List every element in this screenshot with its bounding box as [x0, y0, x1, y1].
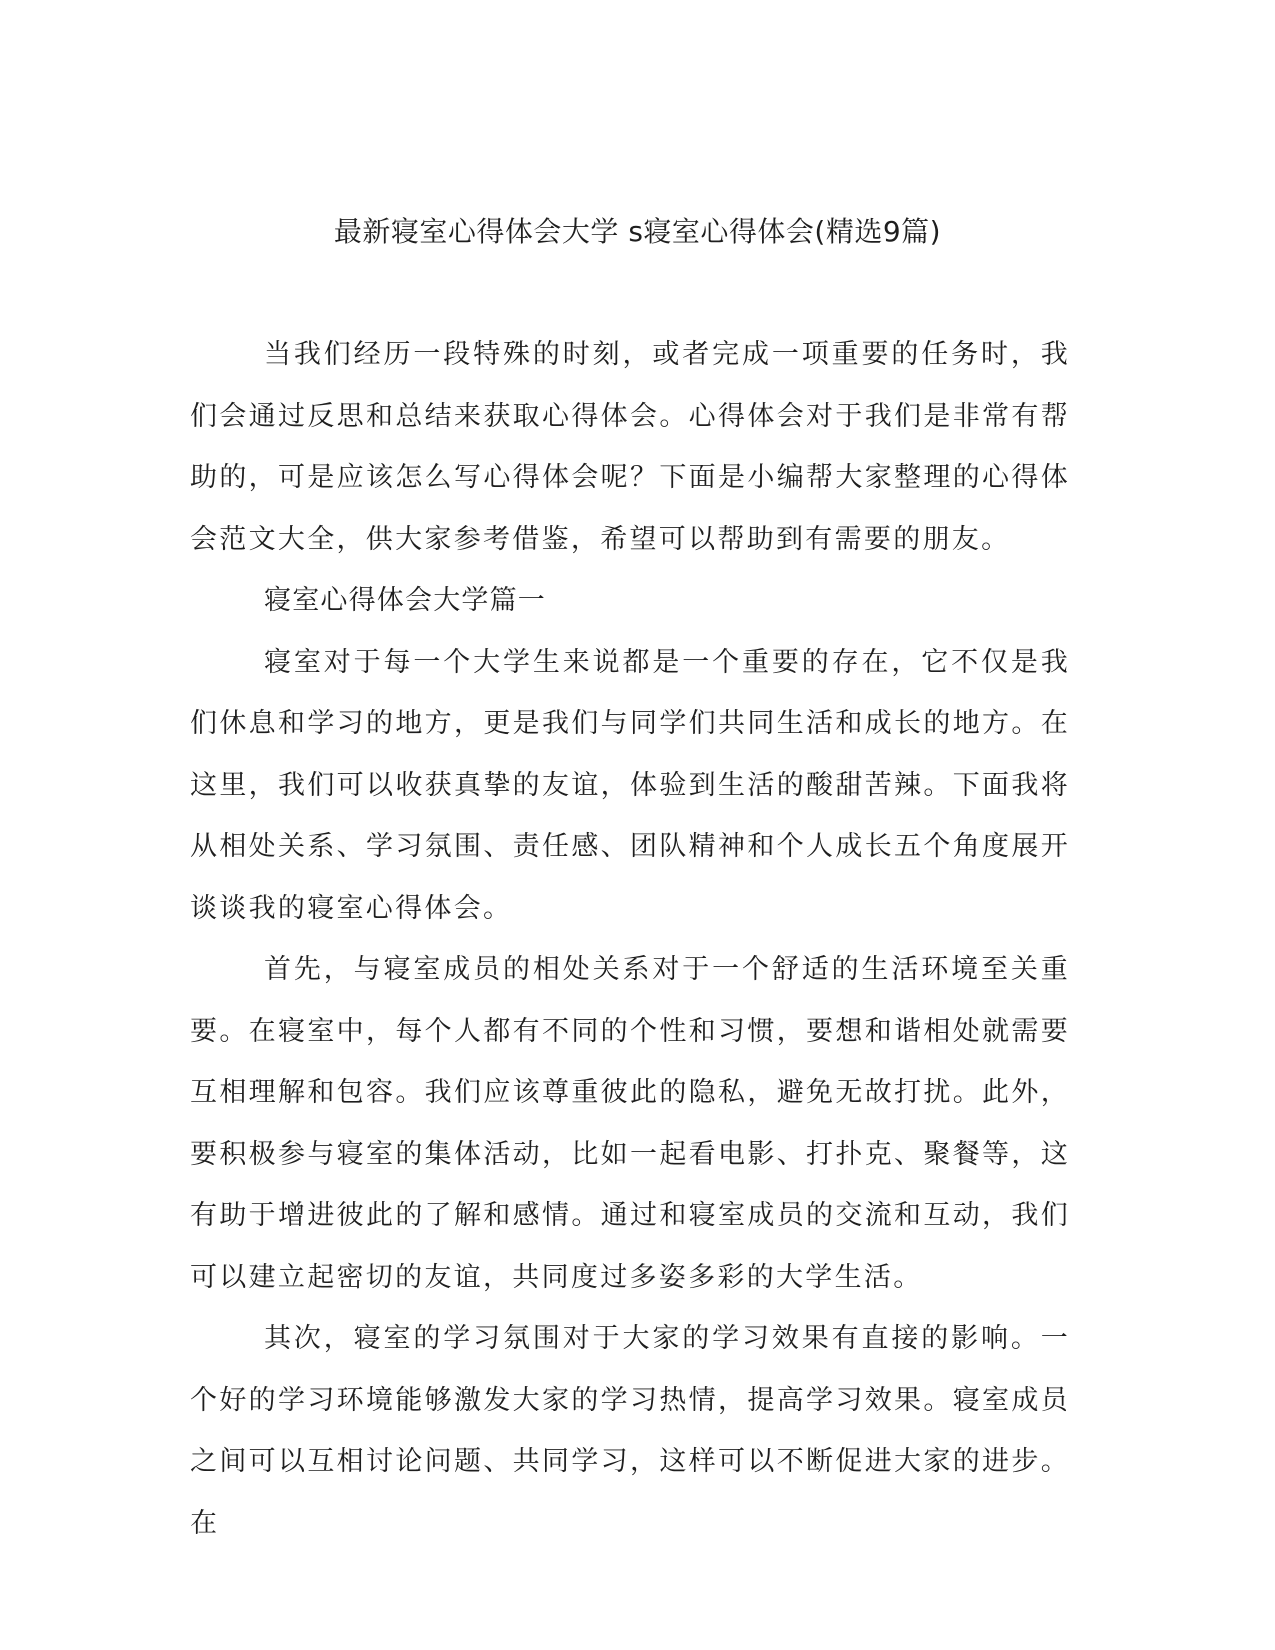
- section-heading: 寝室心得体会大学篇一: [264, 585, 546, 616]
- intro-paragraph: 当我们经历一段特殊的时刻，或者完成一项重要的任务时，我们会通过反思和总结来获取心得体会。心得体会对于我们是非常有帮助的，可是应该怎么写心得体会呢？下面是小编帮大家整理的心得体会范文大全，供大家参考借鉴，希望可以帮助到有需要的朋友。: [190, 339, 1070, 555]
- document-title: 最新寝室心得体会大学 s寝室心得体会(精选9篇): [333, 215, 942, 248]
- document-body: [190, 324, 1070, 1554]
- body-paragraph: 寝室对于每一个大学生来说都是一个重要的存在，它不仅是我们休息和学习的地方，更是我们与同学们共同生活和成长的地方。在这里，我们可以收获真挚的友谊，体验到生活的酸甜苦辣。下面我将从相处关系、学习氛围、责任感、团队精神和个人成长五个角度展开谈谈我的寝室心得体会。: [190, 646, 1070, 924]
- body-paragraph: 其次，寝室的学习氛围对于大家的学习效果有直接的影响。一个好的学习环境能够激发大家的学习热情，提高学习效果。寝室成员之间可以互相讨论问题、共同学习，这样可以不断促进大家的进步。在: [190, 1323, 1070, 1539]
- body-paragraph: 首先，与寝室成员的相处关系对于一个舒适的生活环境至关重要。在寝室中，每个人都有不同的个性和习惯，要想和谐相处就需要互相理解和包容。我们应该尊重彼此的隐私，避免无故打扰。此外，要积极参与寝室的集体活动，比如一起看电影、打扑克、聚餐等，这有助于增进彼此的了解和感情。通过和寝室成员的交流和互动，我们可以建立起密切的友谊，共同度过多姿多彩的大学生活。: [190, 954, 1070, 1293]
